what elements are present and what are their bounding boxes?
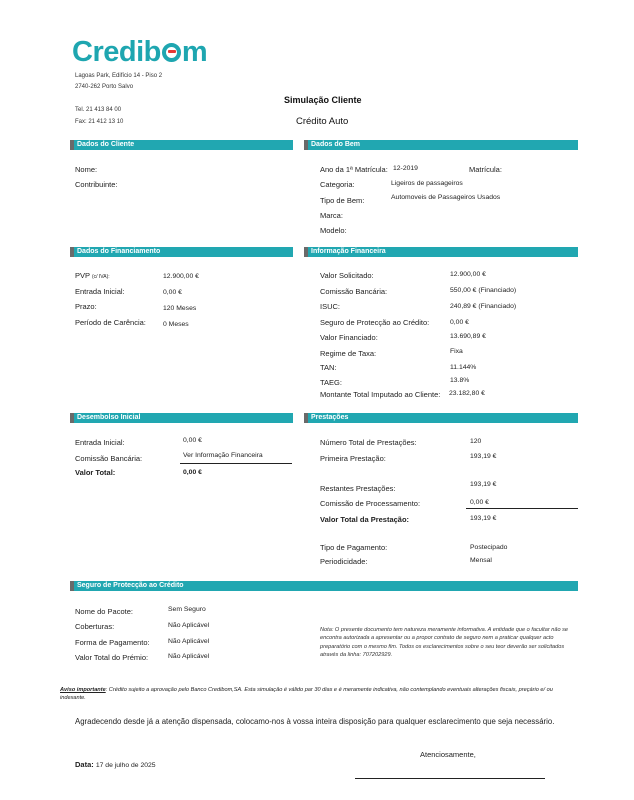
pvp-label: PVP (c/ IVA): (75, 271, 110, 280)
prazo-value: 120 Meses (163, 305, 197, 312)
ano-label: Ano da 1ª Matrícula: (320, 165, 388, 174)
fax: Fax: 21 412 13 10 (75, 119, 124, 125)
coberturas-label: Coberturas: (75, 622, 115, 631)
restantes-prestacoes-label: Restantes Prestações: (320, 484, 396, 493)
desembolso-total-label: Valor Total: (75, 468, 116, 477)
section-prestacoes: Prestações (304, 413, 578, 423)
ano-value: 12-2019 (393, 165, 418, 172)
credibom-logo: Credib m (72, 36, 208, 68)
address-line1: Lagoas Park, Edifício 14 - Piso 2 (75, 73, 163, 79)
info-row-label: Valor Solicitado: (320, 271, 374, 280)
section-financiamento: Dados do Financiamento (70, 247, 293, 257)
logo-o-icon (162, 43, 181, 62)
info-row-label: Montante Total Imputado ao Cliente: (320, 390, 441, 399)
forma-pagamento-label: Forma de Pagamento: (75, 638, 150, 647)
section-seguro: Seguro de Protecção ao Crédito (70, 581, 578, 591)
valor-total-prestacao-label: Valor Total da Prestação: (320, 515, 410, 524)
periodicidade-value: Mensal (470, 557, 492, 564)
aviso-label: Aviso importante (60, 687, 106, 693)
desembolso-entrada-value: 0,00 € (183, 437, 202, 444)
signature-line (355, 778, 545, 779)
comissao-processamento-label: Comissão de Processamento: (320, 499, 421, 508)
info-row-value: 13.690,89 € (450, 333, 486, 340)
desembolso-comissao-label: Comissão Bancária: (75, 454, 143, 463)
aviso-text: : Crédito sujeito a aprovação pelo Banco Credibom,SA. Esta simulação é válido par 30 dias e é meramente indicativa, não contemplando eventuais alterações fiscais, preçário e/ ou indexante. (60, 687, 553, 701)
tipo-label: Tipo de Bem: (320, 196, 365, 205)
signature-greeting: Atenciosamente, (420, 750, 476, 759)
section-desembolso: Desembolso Inicial (70, 413, 293, 423)
entrada-value: 0,00 € (163, 289, 182, 296)
tipo-value: Automoveis de Passageiros Usados (391, 194, 501, 201)
premio-label: Valor Total do Prémio: (75, 653, 149, 662)
prestacao-total-line (466, 508, 578, 509)
carencia-value: 0 Meses (163, 321, 189, 328)
section-dados-cliente: Dados do Cliente (70, 140, 293, 150)
premio-value: Não Aplicável (168, 653, 210, 660)
info-row-value: 11.144% (450, 364, 477, 371)
desembolso-total-value: 0,00 € (183, 469, 202, 476)
desembolso-entrada-label: Entrada Inicial: (75, 438, 125, 447)
marca-label: Marca: (320, 211, 343, 220)
categoria-value: Ligeiros de passageiros (391, 180, 463, 187)
address-line2: 2740-262 Porto Salvo (75, 84, 134, 90)
info-row-value: 240,89 € (Financiado) (450, 303, 517, 310)
desembolso-comissao-value: Ver Informação Financeira (183, 452, 263, 459)
closing-text: Agradecendo desde já a atenção dispensada, colocamo-nos à vossa inteira disposição para qualquer esclarecimento que seja necessário. (75, 717, 555, 726)
date: Data: 17 de julho de 2025 (75, 760, 156, 769)
page-subtitle: Crédito Auto (296, 116, 349, 127)
pvp-value: 12.900,00 € (163, 273, 199, 280)
nota-informativa: Nota: O presente documento tem natureza meramente informativa. A entidade que o facultar não se encontra autorizada a apresentar ou a propor contrato de seguro nem a praticar qualquer acto preparatório com o mesmo fim. Todos os esclarecimentos sobre o seu teor deverão ser solicitados através da linha: 707202929. (320, 627, 569, 659)
page-title: Simulação Cliente (284, 95, 362, 105)
carencia-label: Período de Carência: (75, 318, 146, 327)
tel: Tel. 21 413 84 00 (75, 107, 122, 113)
pacote-label: Nome do Pacote: (75, 607, 133, 616)
tipo-pagamento-label: Tipo de Pagamento: (320, 543, 388, 552)
restantes-prestacoes-value: 193,19 € (470, 481, 497, 488)
info-row-value: 550,00 € (Financiado) (450, 287, 517, 294)
forma-pagamento-value: Não Aplicável (168, 638, 210, 645)
info-row-label: TAN: (320, 363, 337, 372)
modelo-label: Modelo: (320, 226, 347, 235)
info-row-label: Regime de Taxa: (320, 349, 377, 358)
entrada-label: Entrada Inicial: (75, 287, 125, 296)
numero-prestacoes-label: Número Total de Prestações: (320, 438, 417, 447)
periodicidade-label: Periodicidade: (320, 557, 368, 566)
nome-label: Nome: (75, 165, 98, 174)
prazo-label: Prazo: (75, 302, 97, 311)
categoria-label: Categoria: (320, 180, 355, 189)
info-row-label: Seguro de Protecção ao Crédito: (320, 318, 430, 327)
pacote-value: Sem Seguro (168, 606, 206, 613)
primeira-prestacao-value: 193,19 € (470, 453, 497, 460)
info-row-label: Comissão Bancária: (320, 287, 388, 296)
primeira-prestacao-label: Primeira Prestação: (320, 454, 386, 463)
matricula-label: Matrícula: (469, 165, 502, 174)
valor-total-prestacao-value: 193,19 € (470, 515, 497, 522)
info-row-label: Valor Financiado: (320, 333, 378, 342)
info-row-value: 13.8% (450, 377, 470, 384)
info-row-value: 12.900,00 € (450, 271, 486, 278)
aviso-importante (60, 686, 580, 702)
comissao-processamento-value: 0,00 € (470, 499, 489, 506)
contribuinte-label: Contribuinte: (75, 180, 118, 189)
info-row-label: ISUC: (320, 302, 341, 311)
tipo-pagamento-value: Postecipado (470, 544, 508, 551)
info-row-value: 23.182,80 € (449, 390, 485, 397)
info-row-label: TAEG: (320, 378, 342, 387)
section-info-financeira: Informação Financeira (304, 247, 578, 257)
desembolso-total-line (180, 463, 292, 464)
info-row-value: 0,00 € (450, 319, 469, 326)
section-dados-bem: Dados do Bem (304, 140, 578, 150)
info-row-value: Fixa (450, 348, 463, 355)
numero-prestacoes-value: 120 (470, 438, 482, 445)
coberturas-value: Não Aplicável (168, 622, 210, 629)
